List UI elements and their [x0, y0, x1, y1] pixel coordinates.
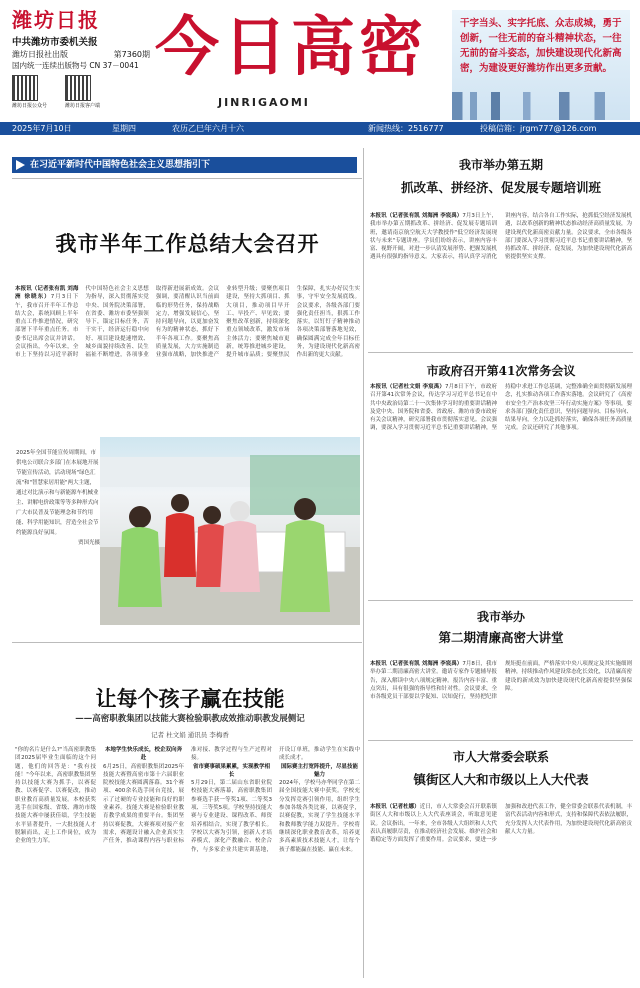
article-text: 7月8日，我市举办第二期清廉高密大讲堂。邀请专家作专题辅导报告，深入解读中央八项规定精神。报告内容丰富、重点突出，具有很强的指导性和针对性。会议要求，全市各级党员干部要以学促知、以知促行，坚持把纪律规矩挺在前面，严格落实中央八项规定及其实施细则精神，持续推动作风建设常态化长效化，以清廉高密建设的新成效为加快建设现代化新高密提供坚强保障。 — [370, 661, 632, 701]
article-subhead: 国际赛主打宽阵提升，尽显技能魅力 — [280, 763, 358, 778]
divider — [368, 352, 633, 353]
headline-npc-kicker: 市人大常委会联系 — [452, 750, 549, 764]
masthead — [0, 0, 640, 120]
article-text: 5月29日，第二届山东省职业院校技能大赛落幕，高密职教集团参赛选手获一等奖1项、二等奖3项、三等奖5项。学校坚持技能大赛与专业建设、课程改革、师资培养相结合，实现了教学相长。学校以大赛为引领，创新人才培养模式，深化产教融合、校企合作，与多家企业共建实训基地，开设订单班，推动学生在实践中成长成才。 — [191, 747, 360, 853]
headline-npc-liaison[interactable]: 镇街区人大和市级以上人大代表 — [413, 772, 589, 787]
article-text: 7月8日下午，市政府召开第41次常务会议，传达学习习近平总书记在中共中央政治局第二十一次集体学习时的重要讲话精神及党中央、国务院和省委、省政府、潍坊市委市政府有关会议精神，研究部署我市贯彻落实意见。会议强调，要深入学习贯彻习近平总书记重要讲话精神，坚持稳中求进工作总基调，完整准确全面贯彻新发展理念，扎实推动各项工作落实落地。会议研究了《高密市安全生产治本攻坚三年行动实施方案》等事项，要求各部门强化责任意识，坚持问题导向、目标导向、结果导向，全力以赴抓好落实，确保各项任务高质量完成。会议还研究了其他事项。 — [370, 384, 632, 432]
article-text: 6月25日，高密职教集团2025年技能大赛暨高密市第十六届职业院校技能大赛圆满落幕。31个赛项、400余名选手同台竞技，展示了过硬的专业技能和良好的职业素养。技能大赛是检验职业教育教学成果的重要平台。集团坚持以赛促教，大赛赛项对接产业需求，赛题设计融入企业真实生产任务，推动课程内容与职业标准对接、教学过程与生产过程对接。 — [103, 747, 272, 845]
brand-line — [12, 49, 150, 60]
qr-code-icon — [65, 75, 91, 101]
org-line: 中共潍坊市委机关报 — [12, 37, 98, 48]
issue-number: 第7360期 — [113, 50, 150, 59]
qr-wechat[interactable] — [12, 75, 47, 109]
headline-half-year-meeting[interactable]: 我市半年工作总结大会召开 — [55, 231, 320, 256]
issue-date: 2025年7月10日 — [12, 124, 72, 133]
news-hotline: 新闻热线：2516777 — [368, 124, 444, 133]
cn-number: 国内统一连续出版物号 CN 37－0041 — [12, 61, 139, 70]
section-banner: 在习近平新时代中国特色社会主义思想指引下 — [12, 157, 357, 173]
slogan-text: 干字当头、实字托底、众志成城，勇于创新，一往无前的奋斗精神状态，一往无前的奋斗姿态，加快建设现代化新高密，为建设更好潍坊作出更多贡献。 — [460, 18, 622, 74]
title-pinyin: JINRIGAOMI — [218, 96, 310, 109]
article-text: "你的名片是什么?"当高密职教集团2025届毕业生面临的这个问题，他们的回答是："我有技能！"今年以来，高密职教集团坚持以技能大赛为抓手，以赛促教、以赛促学、以赛促改，推动职业教育高质量发展。本校获奖选手在国家级、省级、潍坊市级技能大赛中屡获佳绩，学生技能水平显著提升，一大批技能人才脱颖而出，走上工作岗位，成为企业的生力军。 — [15, 747, 96, 845]
newspaper-title: 今日高密 — [155, 10, 427, 85]
qr-codes — [12, 75, 150, 109]
photo-caption-block — [16, 448, 100, 548]
headline-training-kicker: 我市举办第五期 — [458, 158, 543, 172]
divider — [368, 740, 633, 741]
article-body — [370, 212, 632, 348]
brand: 潍坊日报社出版 — [12, 50, 68, 59]
qr-app[interactable] — [65, 75, 100, 109]
headline-skills-contest[interactable]: 让每个孩子赢在技能 — [95, 686, 285, 711]
headline-subtitle: ——高密职教集团以技能大赛检验职教成效推动职教发展侧记 — [75, 714, 305, 724]
article-text: 7月3日上午，我市举办第五期抓改革、拼经济、促发展专题培训班，邀请南京航空航天大学教授作"低空经济发展现状与未来"专题讲座。学员们纷纷表示，讲座内容丰富、视野开阔，对进一步认清发展形势、把握发展机遇具有很强的指导意义。大家表示，将认真学习消化讲座内容，结合各自工作实际，抢抓低空经济发展机遇，以改革创新的精神状态推动经济高质量发展，为建设现代化新高密贡献力量。会议要求，全市各级各部门要深入学习贯彻习近平总书记重要讲话精神，坚持抓改革、拼经济、促发展，为加快建设现代化新高密提供坚实支撑。 — [370, 213, 632, 261]
photo-illustration-icon — [100, 437, 360, 625]
headline-integrity-lecture[interactable]: 第二期清廉高密大讲堂 — [438, 630, 564, 645]
article-subhead: 省市赛事硕果累累，实现教学相长 — [192, 763, 270, 778]
article-byline: 本报讯（记者张有凯 刘海洲 李宸禹） — [370, 213, 463, 219]
photo-caption: 2025年全国节能宣传周期间，市供电公司联合多部门在本展地开展节能宣传活动，活动现场"绿色汇流"和"智慧家居用能"两大主题，通过对比演示和与新能源车机械业主、讲解电价政策等等多种形式向广大市民普及节能理念和节约用能、科学用能知识，营造全社会节约能源良好氛围。 — [16, 450, 99, 536]
article-subhead: 本地学生快乐成长，校企双向奔赴 — [104, 747, 182, 762]
article-body — [370, 803, 632, 983]
article-byline: 本报讯（记者杜文娟 李宸禹） — [370, 384, 445, 390]
divider — [12, 642, 362, 643]
submission-email: 投稿信箱：jrgm777@126.com — [480, 124, 597, 133]
news-photo[interactable] — [100, 437, 360, 625]
article-byline: 本报讯（记者张有凯 刘海洲 徐晓东） — [15, 286, 79, 301]
article-body — [15, 285, 360, 430]
lunar-date: 农历乙巳年六月十六 — [172, 124, 244, 133]
divider — [368, 600, 633, 601]
headline-executive-meeting[interactable]: 市政府召开第41次常务会议 — [426, 364, 576, 378]
city-skyline-icon — [452, 92, 630, 120]
masthead-left — [12, 8, 150, 109]
weekday: 星期四 — [112, 124, 136, 133]
article-byline: 本报讯（记者张有凯 刘海洲 李宸禹） — [370, 661, 463, 667]
qr-code-icon — [12, 75, 38, 101]
article-body — [370, 660, 632, 736]
qr-caption: 潍坊日报公众号 — [12, 103, 48, 109]
article-body — [15, 746, 360, 982]
date-bar — [0, 122, 640, 135]
headline-integrity-kicker: 我市举办 — [476, 610, 525, 624]
column-divider — [363, 148, 364, 978]
divider — [12, 178, 362, 179]
article-body — [370, 383, 632, 595]
qr-caption: 潍坊日报客户端 — [65, 103, 101, 109]
article-text: 近日，市人大常委会召开联系镇街区人大和市级以上人大代表座谈会，听取意见建议。会议指出，一年来，全市各级人大组织和人大代表认真履职尽责，在推动经济社会发展、维护社会和谐稳定等方面发挥了重要作用。会议要求，要进一步加强和改进代表工作，健全常委会联系代表机制，丰富代表活动内容和形式，支持和保障代表依法履职，充分发挥人大代表作用，为加快建设现代化新高密贡献人大力量。 — [370, 804, 632, 844]
article-byline: 记者 杜文娟 通讯员 李梅香 — [151, 731, 229, 739]
slogan-box — [452, 10, 630, 120]
headline-training[interactable]: 抓改革、拼经济、促发展专题培训班 — [400, 180, 601, 195]
article-text: 2024年，学校马亦华同学在第二届全国技能大赛中获奖。学校充分发挥竞赛引领作用，组织学生参加各级各类比赛，以赛促学，以赛促教，实现了学生技能水平和教师教学能力双提升。学校将继续深化职业教育改革，培养更多高素质技术技能人才，让每个孩子都能赢在技能、赢在未来。 — [279, 780, 360, 853]
paper-name: 潍坊日报 — [12, 8, 100, 32]
photo-credit: 贾国光摄 — [77, 540, 100, 546]
article-text: 7月3日下午，我市召开半年工作总结大会，系统回顾上半年重点工作推进情况，研究部署下半年重点任务。市委书记出席会议并讲话。会议指出，今年以来，全市上下坚持以习近平新时代中国特色社会主义思想为指导，深入贯彻落实党中央、国务院决策部署，在省委、潍坊市委坚强领导下，锚定目标任务，苦干实干，经济运行稳中向好、项目建设提速增效、城乡面貌持续改善、民生福祉不断增进，各项事业取得新进展新成效。会议强调，要清醒认识当前面临的形势任务，保持战略定力，增强发展信心，坚持问题导向，以更加奋发有为的精神状态，抓好下半年各项工作。要聚焦高质量发展，大力实施制造业强市战略，加快推进产业转型升级；要聚焦项目建设，坚持大抓项目、抓大项目，推动项目早开工、早投产、早见效；要聚焦改革创新，持续深化重点领域改革，激发市场主体活力；要聚焦城市更新，统筹推进城乡建设，提升城市品质；要聚焦民生保障，扎实办好民生实事，守牢安全发展底线。会议要求，各级各部门要强化责任担当，狠抓工作落实，以钉钉子精神推动各项决策部署落地见效，确保圆满完成全年目标任务，为建设现代化新高密作出新的更大贡献。 — [15, 286, 360, 359]
article-byline: 本报讯（记者杜娜） — [370, 804, 420, 810]
